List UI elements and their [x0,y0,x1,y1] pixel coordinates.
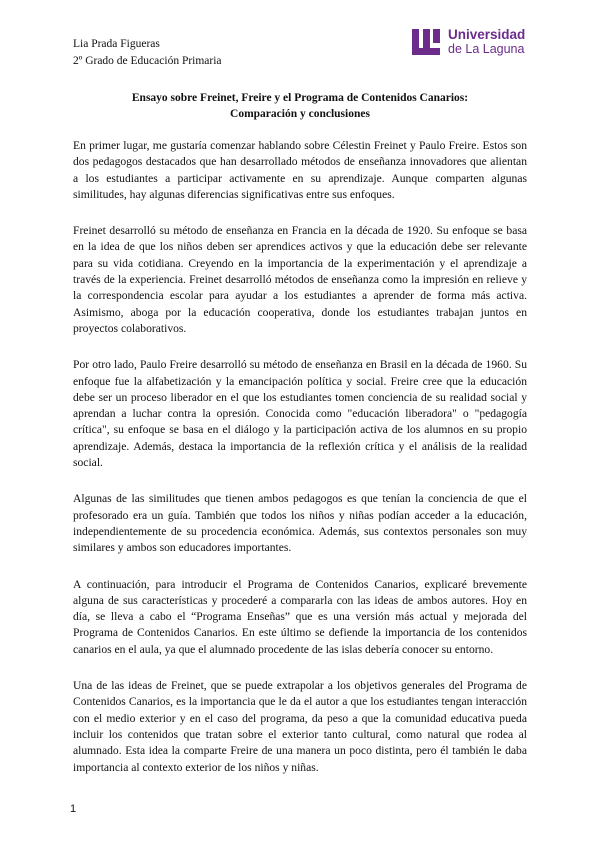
university-name [448,27,525,57]
page-number: 1 [70,803,77,815]
essay-title-line1: Ensayo sobre Freinet, Freire y el Programa de Contenidos Canarios: [131,92,469,104]
paragraph: En primer lugar, me gustaría comenzar hablando sobre Célestin Freinet y Paulo Freire. Estos son dos pedagogos destacados que han desarrollado métodos de enseñanza innovadores que alientan a los estudiantes a participar activamente en su aprendizaje. Aunque comparten algunas similitudes, hay algunas diferencias significativas entre sus enfoques. [73,139,527,201]
author-name: Lia Prada Figueras [73,38,160,50]
essay-title [73,90,527,122]
university-logo [412,27,525,57]
author-block [73,36,222,70]
university-name-line1: Universidad [448,27,526,42]
paragraph: Una de las ideas de Freinet, que se puede extrapolar a los objetivos generales del Programa de Contenidos Canarios, es la importancia que le da el autor a que los estudiantes tengan interacción con el medio exterior y en el caso del programa, da peso a que la comunidad educativa pueda incluir los contenidos que tratan sobre el exterior tanto cultural, como natural que rodea al alumnado. Esta idea la comparte Freire de una manera un poco distinta, pero él también le daba importancia al contexto exterior de los niños y niñas. [73,679,527,774]
ull-logo-icon [412,29,440,55]
essay-body [73,138,527,796]
paragraph: Freinet desarrolló su método de enseñanza en Francia en la década de 1920. Su enfoque se basa en la idea de que los niños deben ser aprendices activos y que la educación debe ser relevante para su vida cotidiana. Creyendo en la importancia de la experimentación y el aprendizaje a través de la experiencia. Freinet desarrolló métodos de enseñanza como la impresión en relieve y la correspondencia escolar para ayudar a los estudiantes a aprender de forma más activa. Asimismo, aboga por la educación cooperativa, donde los estudiantes trabajan juntos en proyectos colaborativos. [73,224,527,335]
paragraph: Por otro lado, Paulo Freire desarrolló su método de enseñanza en Brasil en la década de 1960. Su enfoque fue la alfabetización y la emancipación política y social. Freire cree que la educación debe ser un proceso liberador en el que los estudiantes tomen conciencia de su realidad social y aprendan a luchar contra la opresión. Conocida como "educación liberadora" o "pedagogía crítica", su enfoque se basa en el diálogo y la participación activa de los alumnos en su propio aprendizaje. Además, destaca la importancia de la reflexión crítica y el análisis de la realidad social. [73,358,527,470]
essay-title-line2: Comparación y conclusiones [230,108,370,120]
paragraph: Algunas de las similitudes que tienen ambos pedagogos es que tenían la conciencia de que el profesorado era un guía. También que todos los niños y niñas podían acceder a la educación, independientemente de su procedencia económica. Además, sus contextos personales son muy similares y ambos son educadores importantes. [73,492,527,555]
course-name: 2º Grado de Educación Primaria [73,55,222,67]
university-name-line2: de La Laguna [448,42,525,56]
paragraph: A continuación, para introducir el Programa de Contenidos Canarios, explicaré brevemente alguna de sus características y procederé a compararla con las ideas de ambos autores. Hoy en día, se lleva a cabo el “Programa Enseñas” que es una versión más actual y mejorada del Programa de Contenidos Canarios. En este último se defiende la importancia de los contenidos canarios en el aula, ya que el alumnado procedente de las islas debería conocer su entorno. [73,577,527,656]
